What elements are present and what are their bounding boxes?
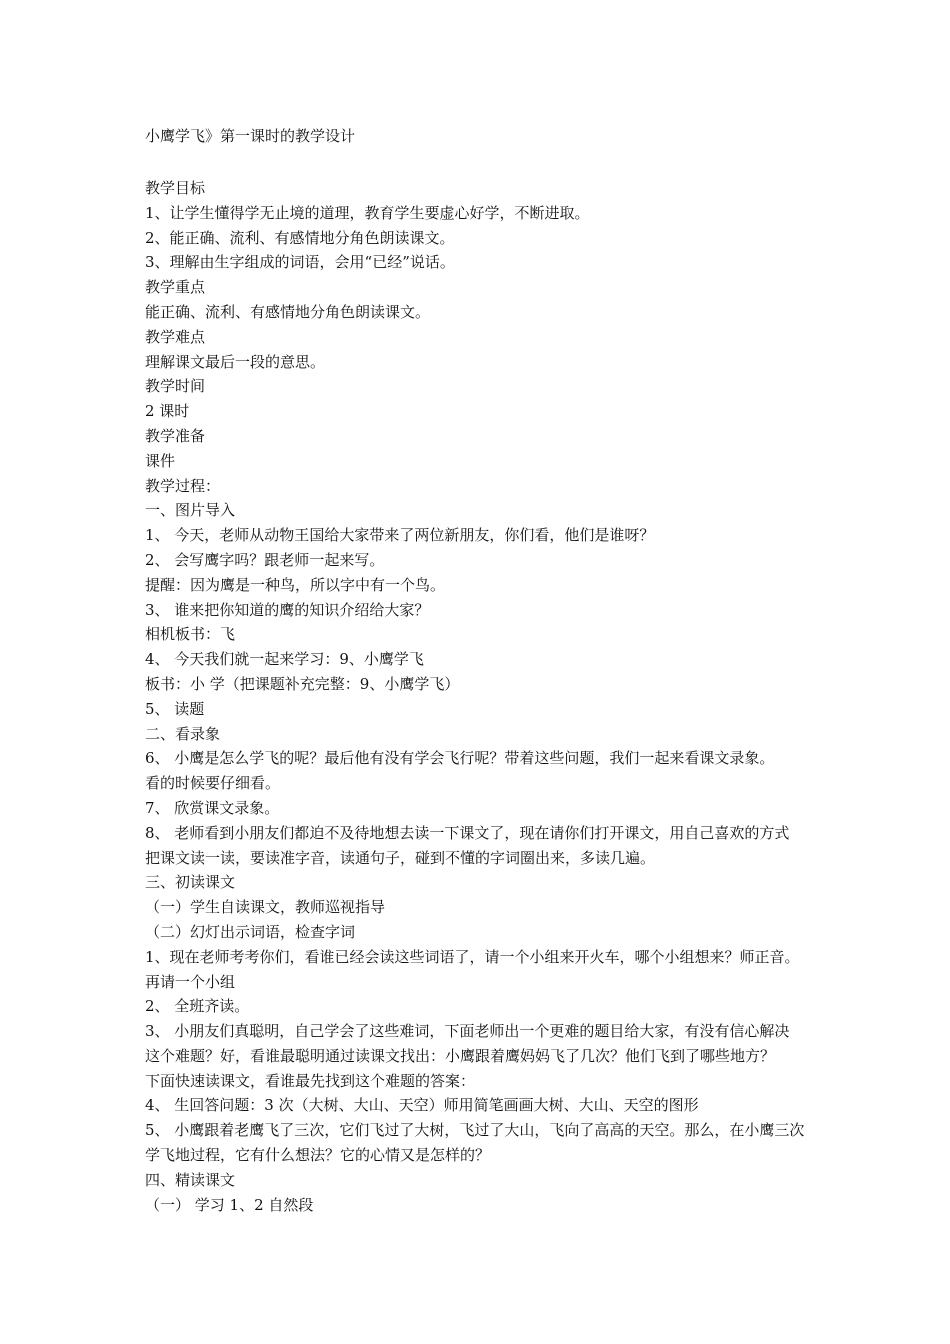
section-heading: 四、精读课文 <box>145 1170 236 1189</box>
list-item: 4、 今天我们就一起来学习：9、小鹰学飞 <box>145 650 424 669</box>
subsection-heading: （一）学生自读课文，教师巡视指导 <box>145 898 386 917</box>
list-item: 1、现在老师考考你们，看谁已经会读这些词语了，请一个小组来开火车，哪个小组想来？师正音。 <box>145 947 800 966</box>
list-item: 2、 会写鹰字吗？跟老师一起来写。 <box>145 550 385 569</box>
section-heading: 三、初读课文 <box>145 873 236 892</box>
list-item: 1、让学生懂得学无止境的道理，教育学生要虚心好学，不断进取。 <box>145 203 590 222</box>
section-heading: 教学时间 <box>145 377 206 396</box>
section-heading: 教学目标 <box>145 179 206 197</box>
paragraph-line: 提醒：因为鹰是一种鸟，所以字中有一个鸟。 <box>145 575 446 594</box>
list-item: 8、 老师看到小朋友们都迫不及待地想去读一下课文了，现在请你们打开课文，用自己喜欢的方式 <box>145 823 790 842</box>
section-heading: 教学难点 <box>145 327 206 346</box>
list-item: 3、 小朋友们真聪明，自己学会了这些难词，下面老师出一个更难的题目给大家，有没有信心解决 <box>145 1022 790 1041</box>
list-item: 5、 小鹰跟着老鹰飞了三次，它们飞过了大树，飞过了大山，飞向了高高的天空。那么，在小鹰三次 <box>145 1121 805 1140</box>
list-item: 3、 谁来把你知道的鹰的知识介绍给大家？ <box>145 600 430 619</box>
list-item: 4、 生回答问题：3 次（大树、大山、天空）师用简笔画画大树、大山、天空的图形 <box>145 1096 699 1115</box>
paragraph-line: 板书：小 学（把课题补充完整：9、小鹰学飞） <box>145 674 460 693</box>
paragraph-line: 把课文读一读，要读准字音，读通句子，碰到不懂的字词圈出来，多读几遍。 <box>145 848 656 867</box>
document-body <box>145 176 853 1217</box>
paragraph-line: 学飞地过程，它有什么想法？它的心情又是怎样的？ <box>145 1146 491 1165</box>
paragraph-line: 课件 <box>145 451 176 470</box>
list-item: 7、 欣赏课文录象。 <box>145 798 280 817</box>
section-heading: 教学过程： <box>145 476 221 495</box>
paragraph-line: 理解课文最后一段的意思。 <box>145 352 326 371</box>
list-item: 2、 全班齐读。 <box>145 997 250 1016</box>
paragraph-line: 再请一个小组 <box>145 972 236 991</box>
paragraph-line: 这个难题？好，看谁最聪明通过读课文找出：小鹰跟着鹰妈妈飞了几次？他们飞到了哪些地方？ <box>145 1046 776 1065</box>
document-title: 小鹰学飞》第一课时的教学设计 <box>145 127 356 145</box>
section-heading: 教学重点 <box>145 278 206 297</box>
list-item: 6、 小鹰是怎么学飞的呢？最后他有没有学会飞行呢？带着这些问题，我们一起来看课文录象。 <box>145 749 775 768</box>
list-item: 3、理解由生字组成的词语，会用“已经”说话。 <box>145 253 455 272</box>
section-heading: 一、图片导入 <box>145 501 236 520</box>
list-item: 5、 读题 <box>145 699 205 718</box>
paragraph-line: 能正确、流利、有感情地分角色朗读课文。 <box>145 302 431 321</box>
list-item: 1、 今天，老师从动物王国给大家带来了两位新朋友，你们看，他们是谁呀？ <box>145 526 655 545</box>
paragraph-line: 下面快速读课文，看谁最先找到这个难题的答案： <box>145 1071 476 1090</box>
paragraph-line: 看的时候要仔细看。 <box>145 774 281 793</box>
section-heading: 二、看录象 <box>145 724 221 743</box>
subsection-heading: （二）幻灯出示词语，检查字词 <box>145 922 356 941</box>
section-heading: 教学准备 <box>145 426 206 445</box>
paragraph-line: 2 课时 <box>145 402 190 421</box>
subsection-heading: （一） 学习 1、2 自然段 <box>145 1195 314 1214</box>
list-item: 2、能正确、流利、有感情地分角色朗读课文。 <box>145 228 455 247</box>
paragraph-line: 相机板书：飞 <box>145 625 236 644</box>
